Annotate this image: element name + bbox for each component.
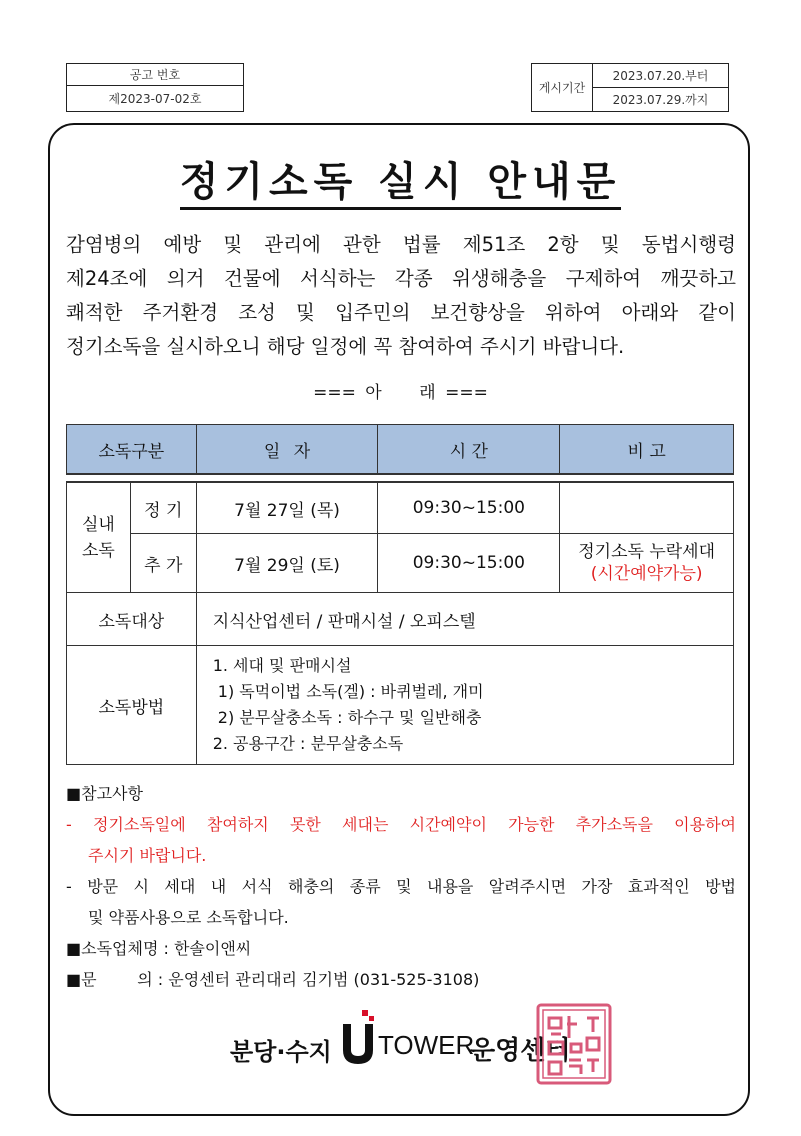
table-row bbox=[67, 482, 734, 534]
notice-number-box bbox=[66, 63, 244, 112]
method-value bbox=[196, 646, 733, 765]
header-date: 일 자 bbox=[196, 425, 378, 475]
intro-line: 감염병의 예방 및 관리에 관한 법률 제51조 2항 및 동법시행령 bbox=[66, 233, 736, 256]
notes-section bbox=[66, 778, 736, 995]
table-row bbox=[67, 534, 734, 593]
note-item-1: - 정기소독일에 참여하지 못한 세대는 시간예약이 가능한 추가소독을 이용하여 bbox=[66, 815, 736, 834]
table-header-row bbox=[67, 425, 734, 475]
intro-paragraph bbox=[66, 228, 736, 364]
notice-number: 제2023-07-02호 bbox=[67, 86, 244, 112]
posting-start: 2023.07.20.부터 bbox=[593, 64, 729, 88]
row-note bbox=[560, 482, 734, 534]
intro-line: 정기소독을 실시하오니 해당 일정에 꼭 참여하여 주시기 바랍니다. bbox=[66, 335, 625, 358]
method-line: 1. 세대 및 판매시설 bbox=[212, 656, 352, 675]
footer-left: 분당·수지 bbox=[230, 1038, 332, 1066]
seal-stamp-icon bbox=[535, 1002, 613, 1086]
contact-line: ■문 의 : 운영센터 관리대리 김기범 (031-525-3108) bbox=[66, 970, 480, 989]
method-row bbox=[67, 646, 734, 765]
header-note: 비 고 bbox=[560, 425, 734, 475]
intro-line: 쾌적한 주거환경 조성 및 입주민의 보건향상을 위하여 아래와 같이 bbox=[66, 301, 736, 324]
row-date: 7월 27일 (목) bbox=[196, 482, 378, 534]
row-date: 7월 29일 (토) bbox=[196, 534, 378, 593]
target-label: 소독대상 bbox=[67, 593, 197, 646]
row-note bbox=[560, 534, 734, 593]
note-item-2-cont: 및 약품사용으로 소독합니다. bbox=[88, 908, 289, 927]
row-note-text: 정기소독 누락세대 bbox=[578, 542, 716, 562]
method-label: 소독방법 bbox=[67, 646, 197, 765]
reference-heading: ■참고사항 bbox=[66, 784, 143, 803]
row-type: 추 가 bbox=[130, 534, 196, 593]
footer-right: 운영센터 bbox=[470, 1036, 571, 1066]
u-logo-icon bbox=[340, 1010, 376, 1066]
header-gap bbox=[67, 474, 734, 482]
row-type: 정 기 bbox=[130, 482, 196, 534]
row-time: 09:30~15:00 bbox=[378, 534, 560, 593]
method-line: 1) 독먹이법 소독(겔) : 바퀴벌레, 개미 bbox=[212, 682, 484, 701]
separator: === 아 래 === bbox=[313, 383, 488, 403]
method-line: 2) 분무살충소독 : 하수구 및 일반해충 bbox=[212, 708, 482, 727]
target-value: 지식산업센터 / 판매시설 / 오피스텔 bbox=[196, 593, 733, 646]
note-item-1-cont: 주시기 바랍니다. bbox=[88, 846, 207, 865]
posting-end: 2023.07.29.까지 bbox=[593, 88, 729, 112]
posting-period-box bbox=[531, 63, 729, 112]
page-title-text: 정기소독 실시 안내문 bbox=[180, 159, 622, 210]
schedule-table bbox=[66, 424, 734, 765]
row-note-emphasis: (시간예약가능) bbox=[590, 564, 703, 584]
method-line: 2. 공용구간 : 분무살충소독 bbox=[212, 734, 404, 753]
indoor-label: 실내 소독 bbox=[67, 482, 131, 593]
intro-line: 제24조에 의거 건물에 서식하는 각종 위생해충을 구제하여 깨끗하고 bbox=[66, 267, 736, 290]
note-item-2: - 방문 시 세대 내 서식 해충의 종류 및 내용을 알려주시면 가장 효과적인 방법 bbox=[66, 877, 736, 896]
header-time: 시 간 bbox=[378, 425, 560, 475]
target-row bbox=[67, 593, 734, 646]
row-time: 09:30~15:00 bbox=[378, 482, 560, 534]
posting-period-label: 게시기간 bbox=[532, 64, 593, 112]
header-category: 소독구분 bbox=[67, 425, 197, 475]
page-title bbox=[0, 150, 801, 207]
footer-brand: TOWER bbox=[378, 1030, 475, 1060]
notice-number-label: 공고 번호 bbox=[67, 64, 244, 86]
company-line: ■소독업체명 : 한솔이앤씨 bbox=[66, 939, 252, 958]
